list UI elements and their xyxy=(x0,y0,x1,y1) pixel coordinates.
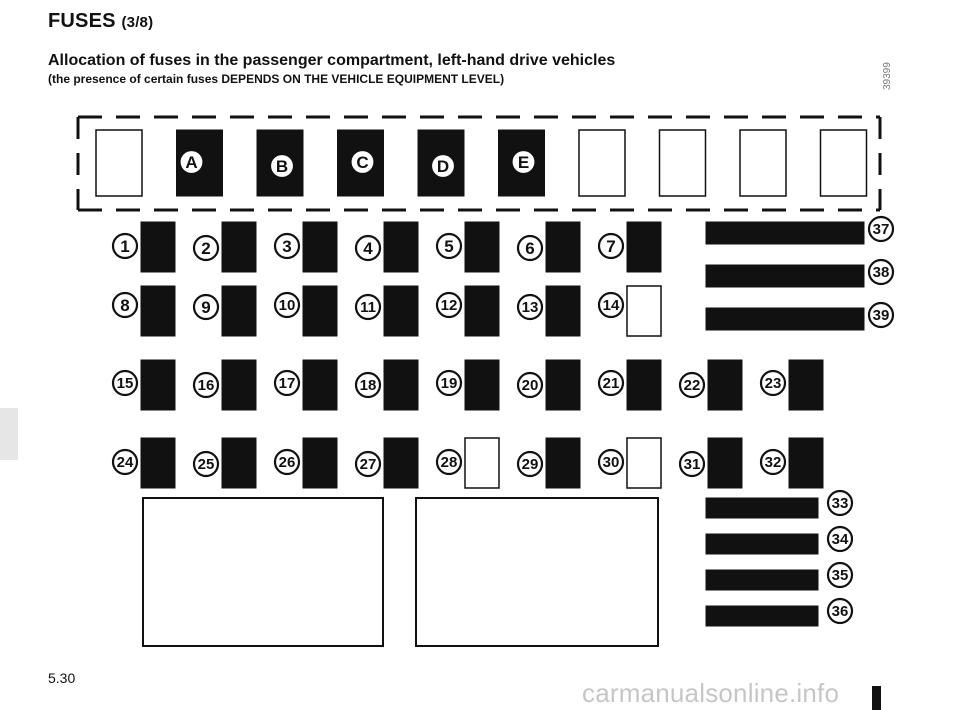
label-text: 8 xyxy=(120,296,130,315)
label-text: B xyxy=(275,157,289,176)
top-fuse-strip xyxy=(96,130,867,196)
fuse-25 xyxy=(222,438,256,488)
fuse-label-C xyxy=(351,150,375,174)
fuse-5 xyxy=(465,222,499,272)
fuse-20 xyxy=(546,360,580,410)
fuse-label-27 xyxy=(356,452,380,476)
fuse-22 xyxy=(708,360,742,410)
connector-tab xyxy=(872,686,881,710)
label-text: 32 xyxy=(764,454,782,471)
fuse-15 xyxy=(141,360,175,410)
label-text: 18 xyxy=(359,377,377,394)
label-text: 17 xyxy=(278,375,296,392)
label-text: 12 xyxy=(440,297,458,314)
fuse-37 xyxy=(706,222,864,244)
fuse-1 xyxy=(141,222,175,272)
label-text: 16 xyxy=(197,377,215,394)
page-subtitle: Allocation of fuses in the passenger compartment, left-hand drive vehicles xyxy=(48,52,616,69)
label-text: 24 xyxy=(116,454,134,471)
fuse-slot-empty xyxy=(821,130,867,196)
fuse-label-25 xyxy=(194,452,218,476)
fuse-label-7 xyxy=(599,234,623,258)
label-text: C xyxy=(356,153,369,172)
fuse-30 xyxy=(627,438,661,488)
label-text: 7 xyxy=(606,237,616,256)
fuse-label-39 xyxy=(869,303,893,327)
label-text: 36 xyxy=(831,603,849,620)
fuse-label-16 xyxy=(194,373,218,397)
fuse-6 xyxy=(546,222,580,272)
fuse-label-23 xyxy=(761,371,785,395)
fuse-7 xyxy=(627,222,661,272)
label-text: 2 xyxy=(201,239,211,258)
label-text: 5 xyxy=(444,237,454,256)
relay-block-left xyxy=(143,498,383,646)
fuse-label-1 xyxy=(113,234,137,258)
fuse-19 xyxy=(465,360,499,410)
label-text: 14 xyxy=(602,297,620,314)
fuse-label-36 xyxy=(828,599,852,623)
fuse-label-22 xyxy=(680,373,704,397)
fuse-label-30 xyxy=(599,450,623,474)
fuse-slot-empty xyxy=(740,130,786,196)
fuse-slot-empty xyxy=(660,130,706,196)
fuse-label-A xyxy=(180,150,204,174)
fuse-label-31 xyxy=(680,452,704,476)
fuse-14 xyxy=(627,286,661,336)
fuse-label-21 xyxy=(599,371,623,395)
fuse-38 xyxy=(706,265,864,287)
label-text: 23 xyxy=(764,375,782,392)
fuse-label-4 xyxy=(356,236,380,260)
fuse-slot-empty xyxy=(96,130,142,196)
fuse-4 xyxy=(384,222,418,272)
fuse-label-13 xyxy=(518,295,542,319)
label-text: 6 xyxy=(525,239,535,258)
fuse-label-9 xyxy=(194,295,218,319)
fuse-label-34 xyxy=(828,527,852,551)
fuse-label-B xyxy=(270,154,294,178)
label-text: 11 xyxy=(360,299,376,316)
label-text: 38 xyxy=(872,264,890,281)
relay-block-right xyxy=(416,498,658,646)
fuse-label-29 xyxy=(518,452,542,476)
label-text: 34 xyxy=(831,531,849,548)
fuse-17 xyxy=(303,360,337,410)
label-text: 35 xyxy=(831,567,849,584)
label-text: 10 xyxy=(278,297,296,314)
fuse-36 xyxy=(706,606,818,626)
fuse-33 xyxy=(706,498,818,518)
fuse-label-6 xyxy=(518,236,542,260)
label-text: 26 xyxy=(278,454,296,471)
fuse-label-D xyxy=(431,154,455,178)
title-text: FUSES xyxy=(48,10,116,32)
label-text: 4 xyxy=(363,239,373,258)
label-text: 31 xyxy=(683,456,701,473)
fuse-label-18 xyxy=(356,373,380,397)
label-text: 3 xyxy=(282,237,292,256)
watermark: carmanualsonline.info xyxy=(582,678,840,708)
label-text: 39 xyxy=(872,307,890,324)
fuse-8 xyxy=(141,286,175,336)
fuse-28 xyxy=(465,438,499,488)
fuse-12 xyxy=(465,286,499,336)
fuse-label-35 xyxy=(828,563,852,587)
fuse-23 xyxy=(789,360,823,410)
fuse-2 xyxy=(222,222,256,272)
label-text: 29 xyxy=(521,456,539,473)
fuse-13 xyxy=(546,286,580,336)
page-number: 5.30 xyxy=(48,670,76,686)
fuse-label-10 xyxy=(275,293,299,317)
label-text: 30 xyxy=(602,454,620,471)
fuse-grid xyxy=(113,222,823,488)
fuse-label-17 xyxy=(275,371,299,395)
fuse-label-32 xyxy=(761,450,785,474)
equipment-note: (the presence of certain fuses DEPENDS ON THE VEHICLE EQUIPMENT LEVEL) xyxy=(48,72,505,86)
fuse-9 xyxy=(222,286,256,336)
label-text: 21 xyxy=(602,375,620,392)
fuse-39 xyxy=(706,308,864,330)
fuse-31 xyxy=(708,438,742,488)
label-text: 28 xyxy=(440,454,458,471)
fuse-35 xyxy=(706,570,818,590)
label-text: 15 xyxy=(116,375,134,392)
fuse-21 xyxy=(627,360,661,410)
fuse-29 xyxy=(546,438,580,488)
label-text: D xyxy=(436,157,450,176)
label-text: 13 xyxy=(521,299,539,316)
fuse-label-19 xyxy=(437,371,461,395)
label-text: 22 xyxy=(683,377,701,394)
fuse-32 xyxy=(789,438,823,488)
title-part: (3/8) xyxy=(121,14,154,31)
fuse-label-12 xyxy=(437,293,461,317)
fuse-label-14 xyxy=(599,293,623,317)
label-text: A xyxy=(185,153,198,172)
fuse-label-28 xyxy=(437,450,461,474)
fuse-34 xyxy=(706,534,818,554)
fuse-11 xyxy=(384,286,418,336)
fuse-16 xyxy=(222,360,256,410)
fuse-label-24 xyxy=(113,450,137,474)
fuse-label-20 xyxy=(518,373,542,397)
fuse-10 xyxy=(303,286,337,336)
label-text: E xyxy=(517,153,530,172)
fuse-18 xyxy=(384,360,418,410)
fuse-27 xyxy=(384,438,418,488)
fuse-label-11 xyxy=(356,295,380,319)
fuse-label-E xyxy=(512,150,536,174)
long-fuse-group xyxy=(706,217,893,330)
relay-blocks xyxy=(143,498,658,646)
fuse-label-8 xyxy=(113,293,137,317)
label-text: 9 xyxy=(201,298,211,317)
fuse-label-3 xyxy=(275,234,299,258)
fuse-label-15 xyxy=(113,371,137,395)
fuse-slot-empty xyxy=(579,130,625,196)
label-text: 33 xyxy=(831,495,849,512)
figure-reference: 39399 xyxy=(882,62,893,90)
fuse-label-2 xyxy=(194,236,218,260)
label-text: 25 xyxy=(197,456,215,473)
fuse-label-5 xyxy=(437,234,461,258)
label-text: 37 xyxy=(872,221,890,238)
label-text: 19 xyxy=(440,375,458,392)
fuse-label-26 xyxy=(275,450,299,474)
label-text: 27 xyxy=(359,456,377,473)
fuse-label-38 xyxy=(869,260,893,284)
label-text: 20 xyxy=(521,377,539,394)
short-fuse-group xyxy=(706,491,852,626)
fuse-label-37 xyxy=(869,217,893,241)
fuse-24 xyxy=(141,438,175,488)
fuse-3 xyxy=(303,222,337,272)
fuse-label-33 xyxy=(828,491,852,515)
fuse-26 xyxy=(303,438,337,488)
label-text: 1 xyxy=(120,237,130,256)
